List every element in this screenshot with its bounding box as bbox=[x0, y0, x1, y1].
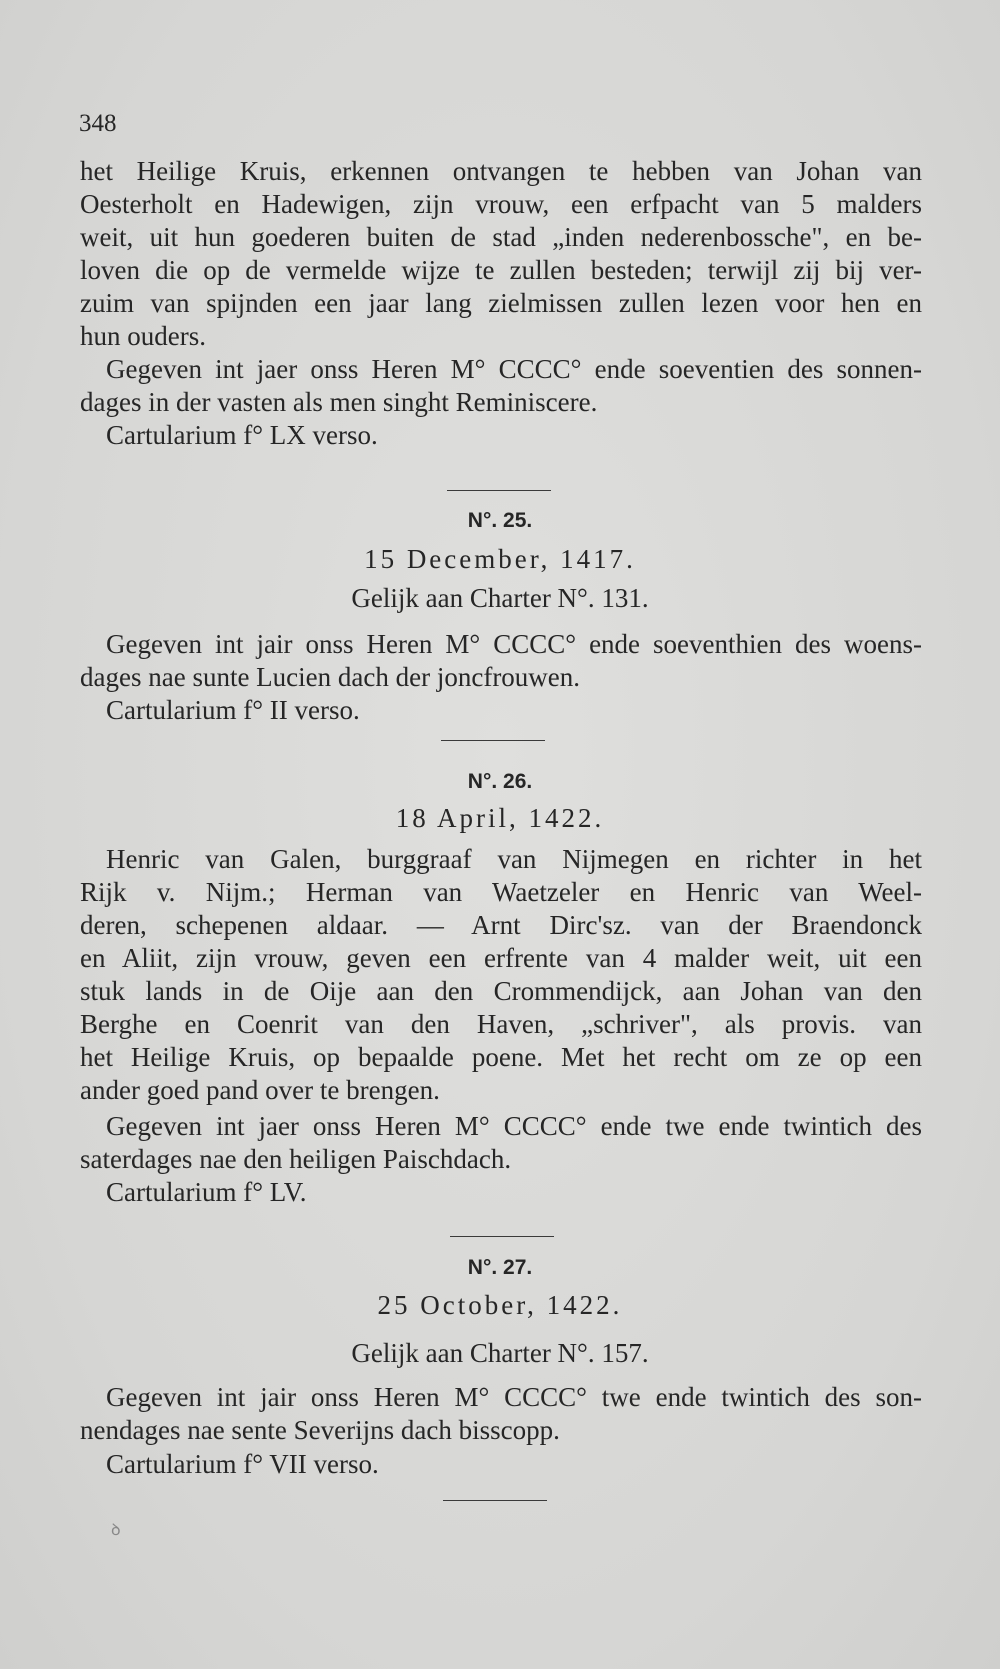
intro-line-4: loven die op de vermelde wijze te zullen besteden; terwijl zij bij ver- bbox=[80, 255, 922, 285]
section-divider bbox=[441, 740, 545, 741]
entry-26-text-line-7: het Heilige Kruis, op bepaalde poene. Met het recht om ze op een bbox=[80, 1042, 922, 1072]
entry-25-date: 15 December, 1417. bbox=[364, 544, 636, 574]
entry-26-text-line-5: stuk lands in de Oije aan den Crommendijck, aan Johan van den bbox=[80, 976, 922, 1006]
intro-line-6: hun ouders. bbox=[80, 321, 206, 351]
page-number: 348 bbox=[79, 110, 117, 137]
entry-27-date: 25 October, 1422. bbox=[377, 1290, 623, 1320]
margin-mark: ꝺ bbox=[111, 1522, 121, 1539]
section-divider bbox=[447, 490, 551, 491]
entry-25-same-as: Gelijk aan Charter N°. 131. bbox=[351, 583, 649, 613]
entry-25-text-line-1: Gegeven int jair onss Heren M° CCCC° ende soeventhien des woens- bbox=[106, 629, 922, 659]
entry-26-given-line-1: Gegeven int jaer onss Heren M° CCCC° ende twe ende twintich des bbox=[106, 1111, 922, 1141]
intro-given-line-2: dages in der vasten als men singht Reminiscere. bbox=[80, 387, 598, 417]
entry-27-same-as: Gelijk aan Charter N°. 157. bbox=[351, 1338, 649, 1368]
entry-26-text-line-6: Berghe en Coenrit van den Haven, „schriver", als provis. van bbox=[80, 1009, 922, 1039]
entry-26-number: N°. 26. bbox=[467, 770, 533, 793]
entry-26-text-line-8: ander goed pand over te brengen. bbox=[80, 1075, 440, 1105]
entry-26-text-line-4: en Aliit, zijn vrouw, geven een erfrente van 4 malder weit, uit een bbox=[80, 943, 922, 973]
entry-26-date: 18 April, 1422. bbox=[395, 803, 605, 833]
intro-line-2: Oesterholt en Hadewigen, zijn vrouw, een erfpacht van 5 malders bbox=[80, 189, 922, 219]
entry-27-text-line-2: nendages nae sente Severijns dach bisscopp. bbox=[80, 1415, 560, 1445]
section-divider bbox=[450, 1236, 554, 1237]
entry-26-cartularium: Cartularium f° LV. bbox=[106, 1177, 307, 1207]
intro-cartularium: Cartularium f° LX verso. bbox=[106, 420, 378, 450]
intro-line-1: het Heilige Kruis, erkennen ontvangen te hebben van Johan van bbox=[80, 156, 922, 186]
entry-27-text-line-1: Gegeven int jair onss Heren M° CCCC° twe ende twintich des son- bbox=[106, 1382, 922, 1412]
entry-27-number: N°. 27. bbox=[467, 1256, 533, 1279]
intro-given-line-1: Gegeven int jaer onss Heren M° CCCC° ende soeventien des sonnen- bbox=[106, 354, 922, 384]
entry-27-cartularium: Cartularium f° VII verso. bbox=[106, 1449, 379, 1479]
entry-26-text-line-2: Rijk v. Nijm.; Herman van Waetzeler en Henric van Weel- bbox=[80, 877, 922, 907]
intro-line-5: zuim van spijnden een jaar lang zielmissen zullen lezen voor hen en bbox=[80, 288, 922, 318]
entry-26-text-line-3: deren, schepenen aldaar. — Arnt Dirc'sz. van der Braendonck bbox=[80, 910, 922, 940]
entry-25-number: N°. 25. bbox=[467, 509, 533, 532]
entry-25-text-line-2: dages nae sunte Lucien dach der joncfrouwen. bbox=[80, 662, 581, 692]
intro-line-3: weit, uit hun goederen buiten de stad „inden nederenbossche", en be- bbox=[80, 222, 922, 252]
entry-26-text-line-1: Henric van Galen, burggraaf van Nijmegen en richter in het bbox=[106, 844, 922, 874]
entry-26-given-line-2: saterdages nae den heiligen Paischdach. bbox=[80, 1144, 512, 1174]
section-divider bbox=[443, 1500, 547, 1501]
entry-25-cartularium: Cartularium f° II verso. bbox=[106, 695, 360, 725]
